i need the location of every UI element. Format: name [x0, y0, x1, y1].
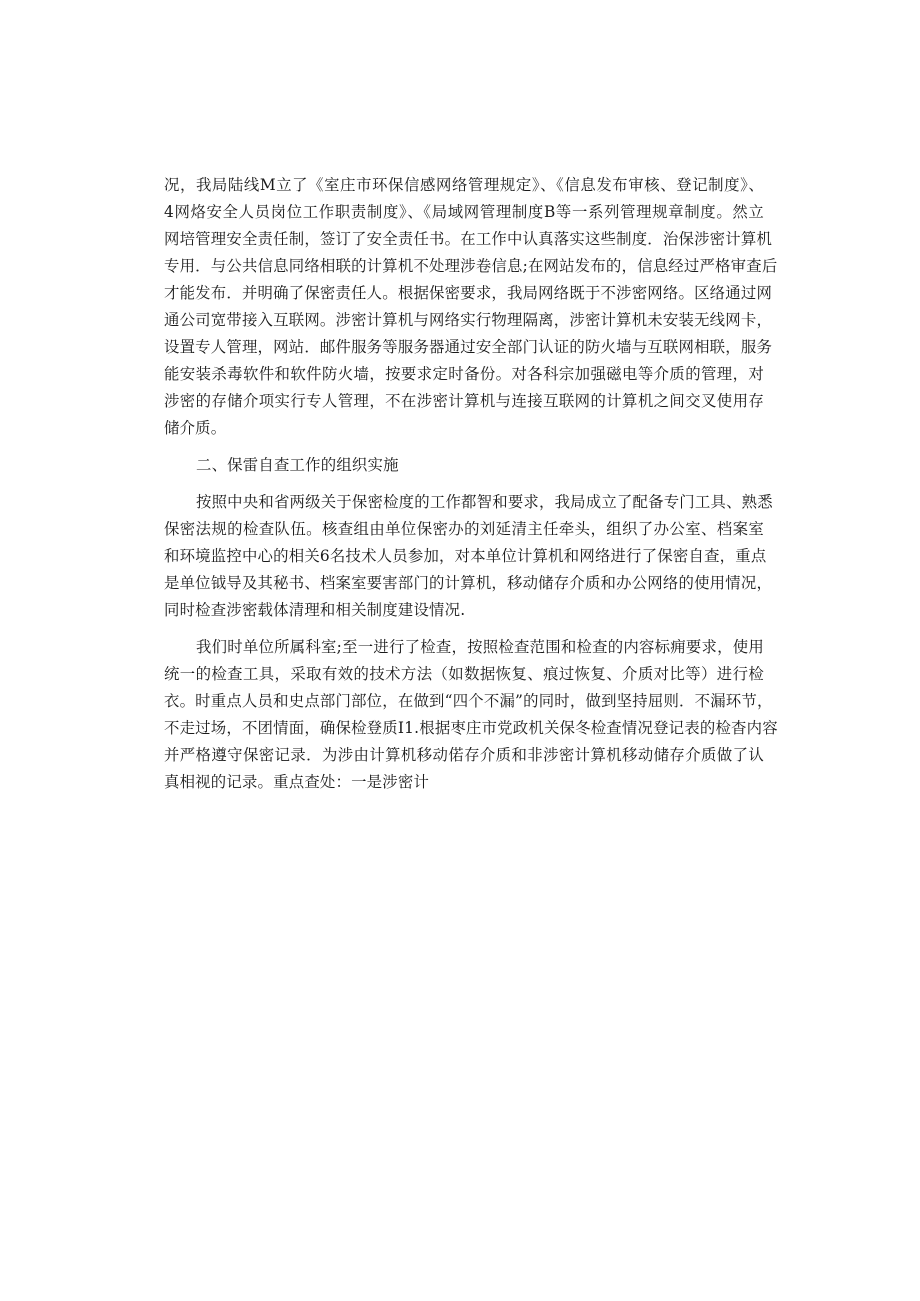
- paragraph-inspection-method: [164, 634, 778, 796]
- text-line: 才能发布．并明确了保密责任人。根据保密要求，我局网络既于不涉密网络。区络通过网: [164, 284, 773, 302]
- text-line: 衣。时重点人员和史点部门部位，在做到“四个不漏”的同时，做到坚持屈则．不漏环节，: [164, 692, 773, 710]
- text-line: 统一的检查工具，采取有效的技术方法（如数据恢复、痕过恢复、介质对比等）进行检: [164, 665, 764, 683]
- text-line: 真相视的记录。重点查处：一是涉密计: [164, 773, 430, 791]
- text-line: 能安装杀毒软件和软件防火墙，按要求定时备份。对各科宗加强磁电等介质的管理，对: [164, 365, 764, 383]
- text-line: 是单位钺导及其秘书、档案室要害部门的计算机，移动储存介质和办公网络的使用情况，: [164, 574, 773, 592]
- text-line: 并严格遵守保密记录．为涉由计算机移动偌存介质和非涉密计算机移动储存介质做了认: [164, 746, 764, 764]
- text-line: 专用．与公共信息同络相联的计算机不处理涉卷信息;在网站发布的，信息经过严格审查后: [164, 257, 778, 275]
- text-line: 不走过场，不团情面，确保检登质I1.根据枣庄市党政机关保冬检查情况登记表的检杳内容: [164, 719, 778, 737]
- text-line: 和环境监控中心的相关6名技术人员参加，对本单位计算机和网络进行了保密自查，重点: [164, 547, 767, 565]
- text-line: 网培管理安全责任制，签订了安全责任书。在工作中认真落实这些制度．治保涉密计算机: [164, 230, 773, 248]
- text-line: 同时检查涉密载体清理和相关制度建设情况.: [164, 601, 466, 619]
- text-line: 储介质。: [164, 419, 227, 437]
- text-line: 4网烙安全人员岗位工作职责制度》、《局域网管理制度B等一系列管理规章制度。然立: [164, 203, 764, 221]
- text-line: 通公司宽带接入互联网。涉密计算机与网络实行物理隔离，涉密计算机未安装无线网卡，: [164, 311, 773, 329]
- text-line: 涉密的存储介项实行专人管理，不在涉密计算机与连接互联网的计算机之间交叉使用存: [164, 392, 764, 410]
- paragraph-inspection-team: [164, 489, 773, 624]
- section-heading: [164, 452, 764, 479]
- text-line: 设置专人管理，网站．邮件服务等服务器通过安全部门认证的防火墙与互联网相联，服务: [164, 338, 773, 356]
- text-line: 我们时单位所属科室;至一进行了检查，按照检查范围和检查的内容标痈要求，使用: [196, 638, 764, 656]
- text-line: 况，我局陆线M立了《室庄市环保信感网络管理规定》、《信息发布审核、登记制度》、: [164, 176, 764, 194]
- heading-text: 二、保雷自查工作的组织实施: [196, 456, 399, 474]
- paragraph-network-rules: [164, 172, 778, 442]
- text-line: 保密法规的检查队伍。核查组由单位保密办的刘延清主任牵头，组织了办公室、档案室: [164, 520, 764, 538]
- text-line: 按照中央和省两级关于保密检度的工作都智和要求，我局成立了配备专门工具、熟悉: [196, 493, 773, 511]
- document-body: [164, 172, 778, 796]
